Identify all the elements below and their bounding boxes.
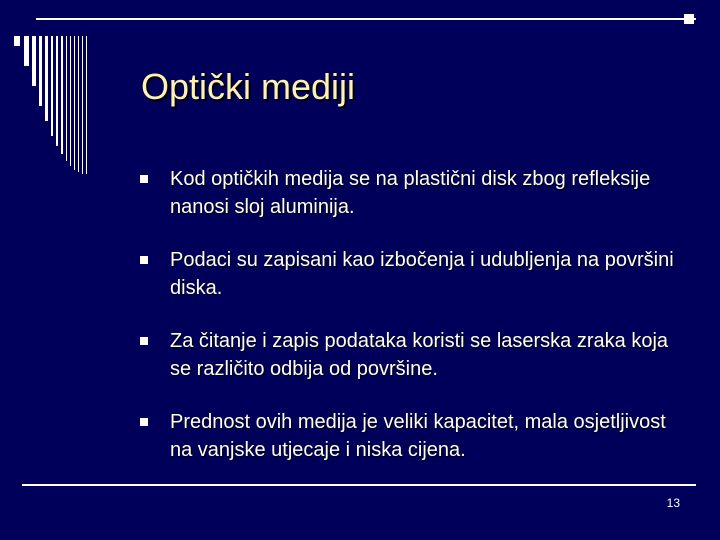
top-rule	[36, 18, 696, 20]
corner-square	[684, 14, 694, 24]
bullet-item	[140, 165, 680, 221]
square-bullet-icon	[140, 175, 148, 183]
square-bullet-icon	[140, 337, 148, 345]
bullet-list	[140, 165, 680, 464]
square-bullet-icon	[140, 256, 148, 264]
bullet-item	[140, 246, 680, 302]
bullet-item	[140, 327, 680, 383]
page-number: 13	[666, 496, 680, 510]
bullet-text: Podaci su zapisani kao izbočenja i udubljenja na površini diska.	[170, 249, 674, 299]
bullet-text: Kod optičkih medija se na plastični disk zbog refleksije nanosi sloj aluminija.	[170, 168, 651, 218]
footer-rule	[22, 484, 696, 486]
bullet-item	[140, 408, 680, 464]
bullet-text: Prednost ovih medija je veliki kapacitet, mala osjetljivost na vanjske utjecaje i niska cijena.	[170, 411, 666, 461]
slide-title: Optički mediji	[141, 66, 356, 107]
square-bullet-icon	[140, 418, 148, 426]
bullet-text: Za čitanje i zapis podataka koristi se laserska zraka koja se različito odbija od površine.	[170, 330, 669, 380]
